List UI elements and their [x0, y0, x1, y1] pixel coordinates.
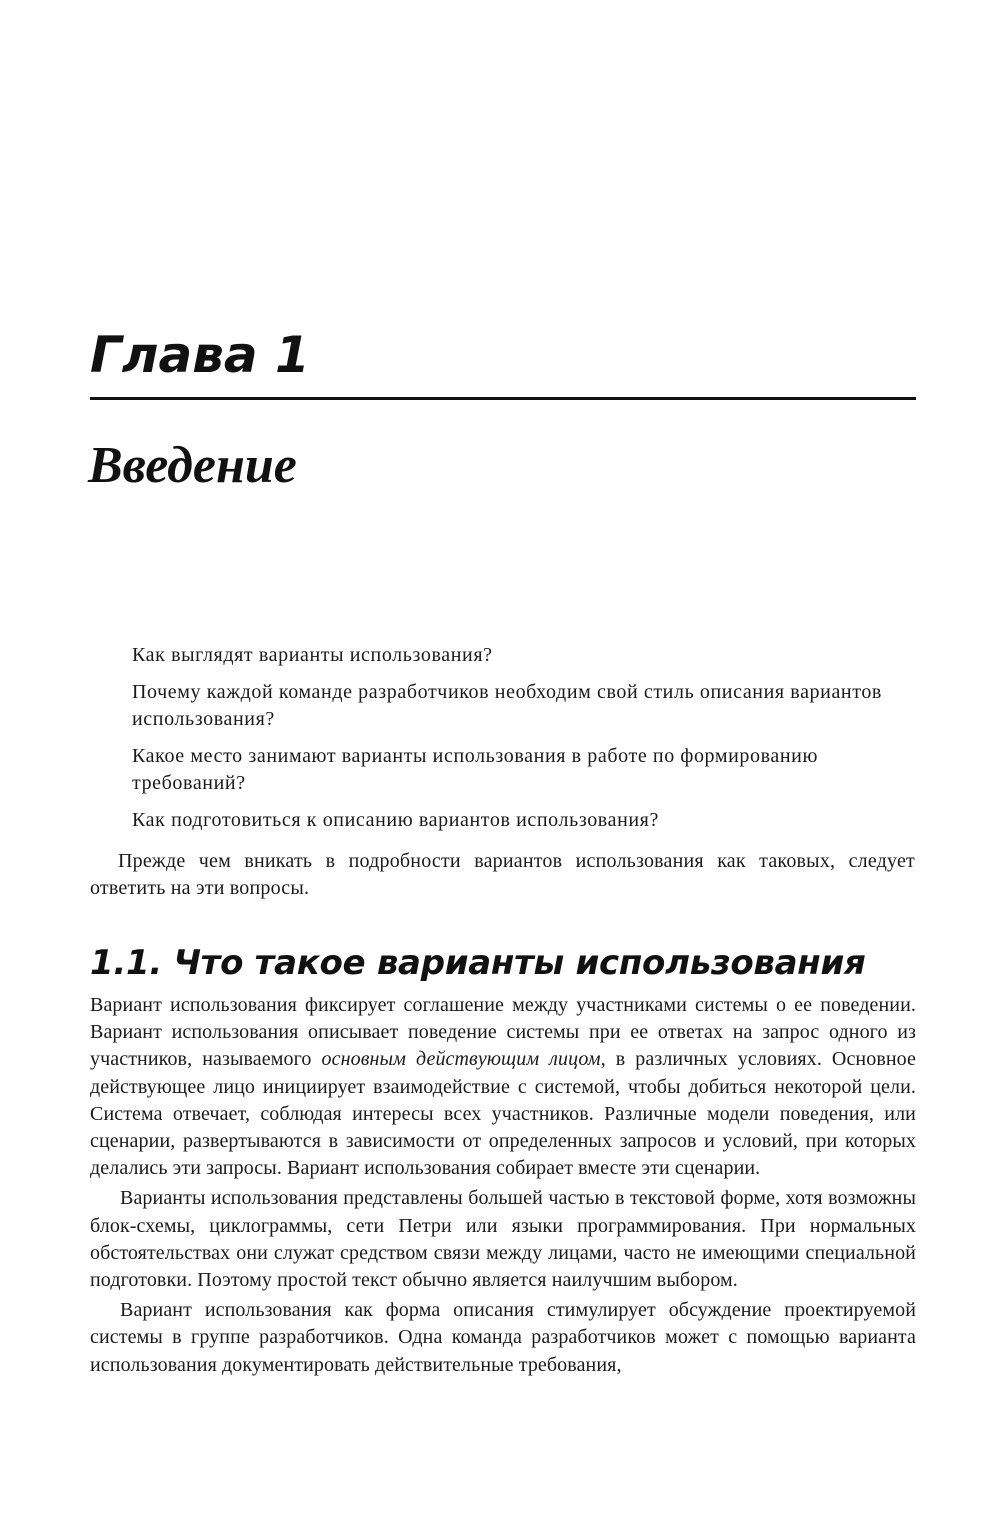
body-paragraph: Вариант использования как форма описания стимулирует обсуждение проектируемой системы в группе разработчиков. Одна команда разработчиков может с помощью варианта использования документировать действительные требования, [90, 1299, 916, 1376]
section-heading: 1.1. Что такое варианты использования [90, 943, 866, 983]
chapter-questions [132, 642, 922, 844]
question-item: Как подготовиться к описанию вариантов использования? [132, 809, 659, 831]
intro-paragraph: Прежде чем вникать в подробности вариантов использования как таковых, следует ответить на эти вопросы. [90, 850, 915, 899]
chapter-label: Глава 1 [90, 326, 310, 384]
chapter-divider [90, 397, 916, 400]
paragraph-text: , в различных условиях. Основное действующее лицо инициирует взаимодействие с системой, чтобы добиться некоторой цели. Система отвечает, соблюдая интересы всех участников. Различные модели поведения, или сценарии, развертываются в зависимости от определенных запросов и условий, при которых делались эти запросы. Вариант использования собирает вместе эти сценарии. [90, 1048, 916, 1180]
section-body [90, 992, 916, 1382]
body-paragraph [90, 992, 916, 1182]
paragraph-text: Вариант использования фиксирует соглашение между участниками системы о ее поведении. Вариант использования описывает поведение системы при ее ответах на запрос одного из участников, называемого [90, 994, 916, 1071]
question-item: Какое место занимают варианты использования в работе по формированию требований? [132, 745, 819, 794]
chapter-title: Введение [88, 436, 297, 494]
body-paragraph: Варианты использования представлены большей частью в текстовой форме, хотя возможны блок-схемы, циклограммы, сети Петри или языки программирования. При нормальных обстоятельствах они служат средством связи между лицами, часто не имеющими специальной подготовки. Поэтому простой текст обычно является наилучшим выбором. [90, 1187, 916, 1292]
question-item: Почему каждой команде разработчиков необходим свой стиль описания вариантов использования? [132, 681, 882, 730]
question-item: Как выглядят варианты использования? [132, 644, 493, 666]
emphasized-term: основным действующим лицом [321, 1048, 601, 1071]
